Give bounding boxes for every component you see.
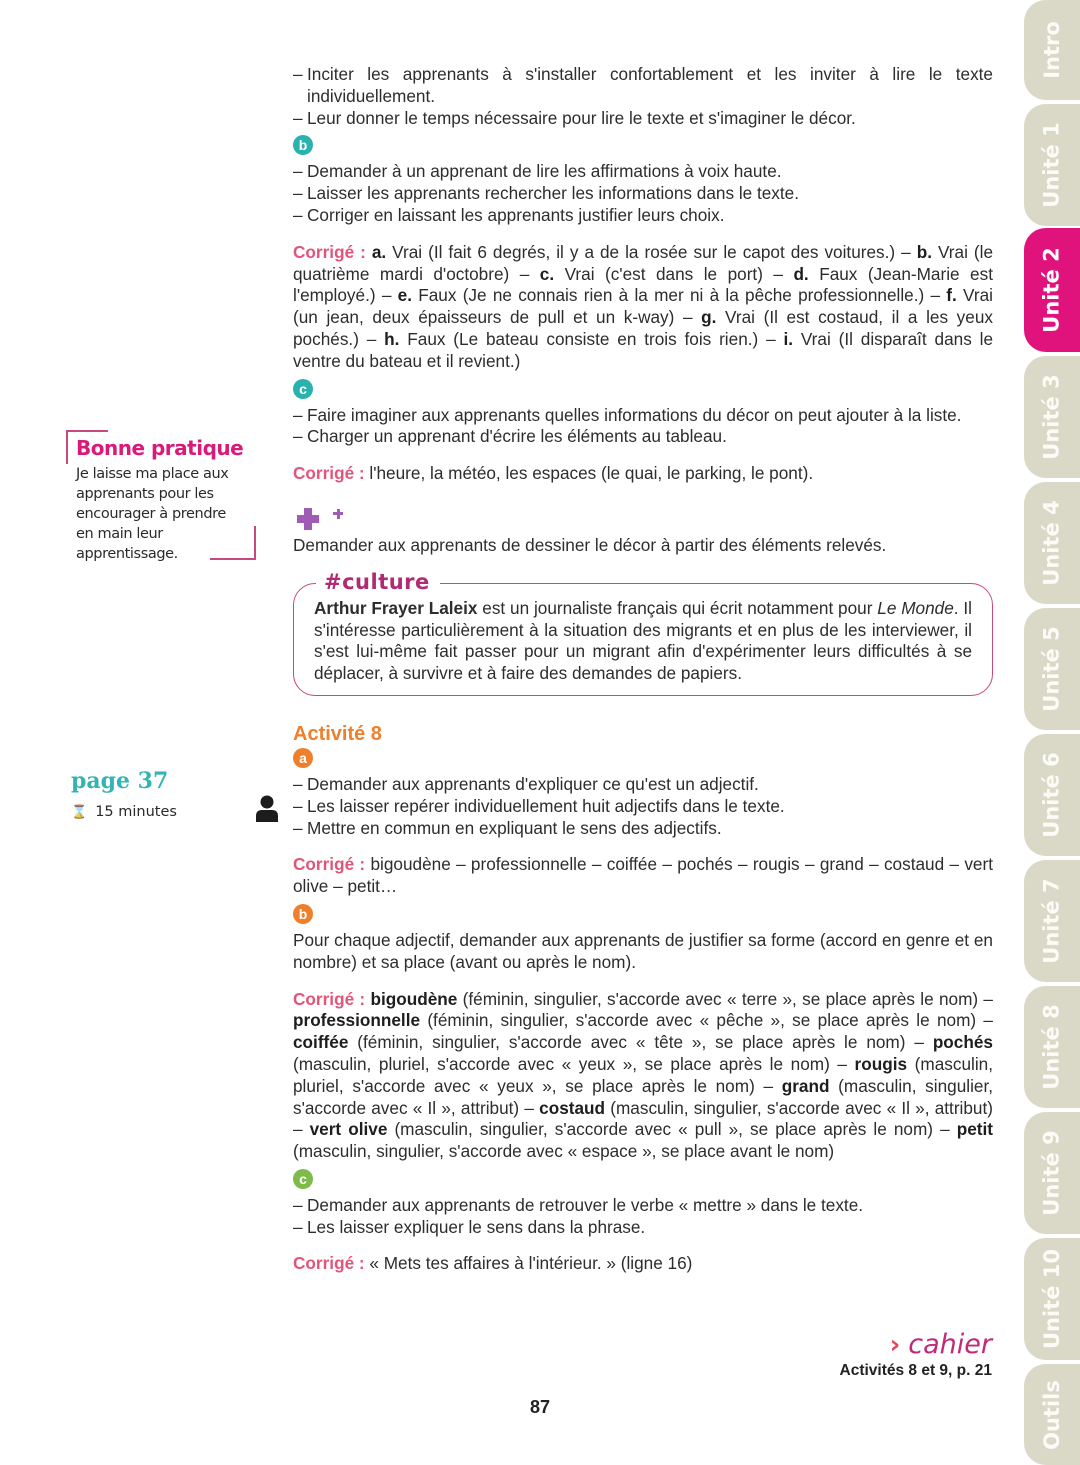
tab-label: Unité 1 [1040, 122, 1064, 208]
answer-text: Vrai (Il disparaît dans le ventre du bateau et il revient.) [293, 328, 993, 371]
instruction-item: – Mettre en commun en expliquant le sens des adjectifs. [293, 818, 993, 840]
corrige-label: Corrigé : [293, 1253, 365, 1274]
activity-title: Activité 8 [293, 722, 382, 745]
explanation: (masculin, singulier, s'accorde avec « Il », attribut) – [293, 1097, 993, 1140]
badge-b: b [293, 135, 313, 155]
answer-key: a. [371, 241, 387, 262]
tab-unite-1[interactable] [1024, 104, 1080, 226]
instruction-item: – Charger un apprenant d'écrire les éléments au tableau. [293, 426, 993, 448]
culture-person: Arthur Frayer Laleix [314, 597, 478, 618]
instruction-item: – Les laisser expliquer le sens dans la phrase. [293, 1217, 993, 1239]
section-c-instructions [293, 405, 993, 449]
cahier-label: cahier [908, 1329, 992, 1360]
answer-key: e. [397, 285, 412, 306]
plus-large-icon [297, 508, 319, 530]
duration-text: 15 minutes [95, 804, 177, 820]
main-content [293, 64, 993, 1275]
tab-unite-7[interactable] [1024, 860, 1080, 982]
tab-label: Intro [1040, 21, 1064, 79]
tab-unite-2[interactable] [1024, 228, 1080, 352]
activity-c-instructions [293, 1195, 993, 1239]
tab-label: Unité 10 [1040, 1248, 1064, 1350]
page-number [0, 1397, 1080, 1418]
adjective: coiffée [293, 1032, 349, 1053]
tab-unite-8[interactable] [1024, 986, 1080, 1108]
plus-small-icon [333, 509, 343, 519]
corrige-text: « Mets tes affaires à l'intérieur. » (ligne 16) [364, 1253, 693, 1274]
tab-label: Unité 6 [1040, 752, 1064, 838]
adjective: pochés [932, 1032, 993, 1053]
answer-text: Faux (Je ne connais rien à la mer ni à la pêche professionnelle.) – [411, 285, 947, 306]
explanation: (masculin, pluriel, s'accorde avec « yeux », se place après le nom) – [293, 1053, 855, 1074]
answer-text: Vrai (un jean, deux épaisseurs de pull et un k-way) – [293, 285, 993, 328]
cahier-activities: Activités 8 et 9, p. 21 [839, 1362, 992, 1379]
individual-person-icon [256, 795, 278, 823]
explanation: (masculin, singulier, s'accorde avec « espace », se place avant le nom) [293, 1141, 835, 1162]
answer-text: Vrai (c'est dans le port) – [554, 263, 794, 284]
activity-a-instructions [293, 774, 993, 839]
culture-title: #culture [316, 570, 440, 594]
answer-text: Vrai (Il fait 6 degrés, il y a de la rosée sur le capot des voitures.) – [386, 241, 917, 262]
badge-b: b [293, 904, 313, 924]
instruction-item: – Laisser les apprenants rechercher les informations dans le texte. [293, 183, 993, 205]
publication-title: Le Monde [877, 597, 954, 618]
corrige-label: Corrigé : [293, 854, 366, 875]
activity-b-instruction: Pour chaque adjectif, demander aux apprenants de justifier sa forme (accord en genre et en nombre) et sa place (avant ou après le nom). [293, 929, 993, 972]
note-body: Je laisse ma place aux apprenants pour les encourager à prendre en main leur apprentissage. [76, 466, 229, 562]
corrige-activity-a [293, 854, 993, 898]
answer-text: Faux (Jean-Marie est l'employé.) – [293, 263, 993, 306]
culture-text-part: est un journaliste français qui écrit notamment pour [477, 597, 878, 618]
section-a-instructions [293, 64, 993, 129]
corrige-label: Corrigé : [293, 463, 365, 484]
tab-unite-5[interactable] [1024, 608, 1080, 730]
tab-label: Unité 5 [1040, 626, 1064, 712]
culture-box [293, 569, 993, 696]
adjective: professionnelle [293, 1010, 421, 1031]
instruction-item: – Demander aux apprenants de retrouver le verbe « mettre » dans le texte. [293, 1195, 993, 1217]
adjective: vert olive [309, 1119, 388, 1140]
culture-text [314, 598, 972, 685]
corrige-b [293, 242, 993, 373]
tab-label: Unité 7 [1040, 878, 1064, 964]
badge-a: a [293, 748, 313, 768]
page-reference: page 37 [71, 768, 169, 794]
answer-text: Vrai (le quatrième mardi d'octobre) – [293, 241, 994, 284]
tab-label: Outils [1040, 1379, 1064, 1450]
corrige-label: Corrigé : [293, 988, 366, 1009]
tab-intro[interactable] [1024, 0, 1080, 100]
explanation: (féminin, singulier, s'accorde avec « terre », se place après le nom) – [457, 988, 993, 1009]
instruction-item: – Corriger en laissant les apprenants justifier leurs choix. [293, 205, 993, 227]
tab-unite-6[interactable] [1024, 734, 1080, 856]
corrige-text: bigoudène – professionnelle – coiffée – pochés – rougis – grand – costaud – vert olive – petit… [293, 854, 993, 897]
tab-unite-10[interactable] [1024, 1238, 1080, 1360]
adjective: bigoudène [370, 988, 458, 1009]
tab-label: Unité 2 [1040, 247, 1064, 333]
plus-plus-icon [297, 507, 993, 531]
explanation: (masculin, singulier, s'accorde avec « pull », se place après le nom) – [387, 1119, 957, 1140]
answer-key: f. [946, 285, 957, 306]
instruction-item: – Demander aux apprenants d'expliquer ce qu'est un adjectif. [293, 774, 993, 796]
explanation: (féminin, singulier, s'accorde avec « pêche », se place après le nom) – [420, 1010, 993, 1031]
instruction-item: – Leur donner le temps nécessaire pour lire le texte et s'imaginer le décor. [293, 108, 993, 130]
note-title: Bonne pratique [76, 436, 244, 460]
culture-text-part: . Il s'intéresse particulièrement à la situation des migrants et en plus de les interviewer, il s'est lui-même fait passer pour un migrant afin d'expérimenter leurs difficultés à se déplacer, à survivre et à faire des demandes de papiers. [314, 597, 972, 684]
duration [71, 804, 177, 820]
adjective: grand [781, 1075, 830, 1096]
corrige-c [293, 463, 993, 485]
bonne-pratique-note [66, 430, 256, 560]
explanation: (masculin, pluriel, s'accorde avec « yeux », se place après le nom) – [293, 1053, 993, 1096]
explanation: (masculin, singulier, s'accorde avec « Il », attribut) – [293, 1075, 993, 1118]
tab-unite-4[interactable] [1024, 482, 1080, 604]
unit-tabs [1024, 0, 1080, 1465]
answer-text: Vrai (Il est costaud, il a les yeux pochés.) – [293, 307, 993, 349]
tab-unite-9[interactable] [1024, 1112, 1080, 1234]
instruction-item: – Faire imaginer aux apprenants quelles informations du décor on peut ajouter à la liste. [293, 405, 993, 427]
corrige-text: l'heure, la météo, les espaces (le quai, le parking, le pont). [364, 463, 814, 484]
badge-c: c [293, 1169, 313, 1189]
extension-activity: Demander aux apprenants de dessiner le décor à partir des éléments relevés. [293, 534, 887, 555]
tab-label: Unité 8 [1040, 1004, 1064, 1090]
answer-key: h. [384, 328, 400, 349]
tab-unite-3[interactable] [1024, 356, 1080, 478]
adjective: costaud [539, 1097, 606, 1118]
tab-label: Unité 3 [1040, 374, 1064, 460]
answer-key: i. [783, 328, 794, 349]
corrige-activity-c [293, 1253, 993, 1275]
corrige-label: Corrigé : [293, 241, 366, 262]
cahier-heading [840, 1330, 993, 1360]
answer-key: d. [793, 263, 809, 284]
badge-c: c [293, 379, 313, 399]
instruction-item: – Demander à un apprenant de lire les affirmations à voix haute. [293, 161, 993, 183]
tab-label: Unité 9 [1040, 1130, 1064, 1216]
chevron-right-icon: › [889, 1330, 901, 1360]
tab-label: Unité 4 [1040, 500, 1064, 586]
answer-text: Faux (Le bateau consiste en trois fois rien.) – [399, 328, 784, 349]
answer-key: c. [539, 263, 555, 284]
instruction-item: – Inciter les apprenants à s'installer confortablement et les inviter à lire le texte individuellement. [293, 64, 993, 108]
instruction-item: – Les laisser repérer individuellement huit adjectifs dans le texte. [293, 796, 993, 818]
hourglass-icon: ⌛ [71, 804, 88, 820]
section-b-instructions [293, 161, 993, 226]
cahier-reference [840, 1330, 993, 1380]
adjective: rougis [854, 1053, 908, 1074]
answer-key: b. [916, 241, 932, 262]
explanation: (féminin, singulier, s'accorde avec « tête », se place après le nom) – [348, 1032, 933, 1053]
page-number-text: 87 [529, 1397, 551, 1417]
answer-key: g. [701, 307, 717, 328]
corrige-activity-b [293, 989, 993, 1163]
adjective: petit [956, 1119, 993, 1140]
